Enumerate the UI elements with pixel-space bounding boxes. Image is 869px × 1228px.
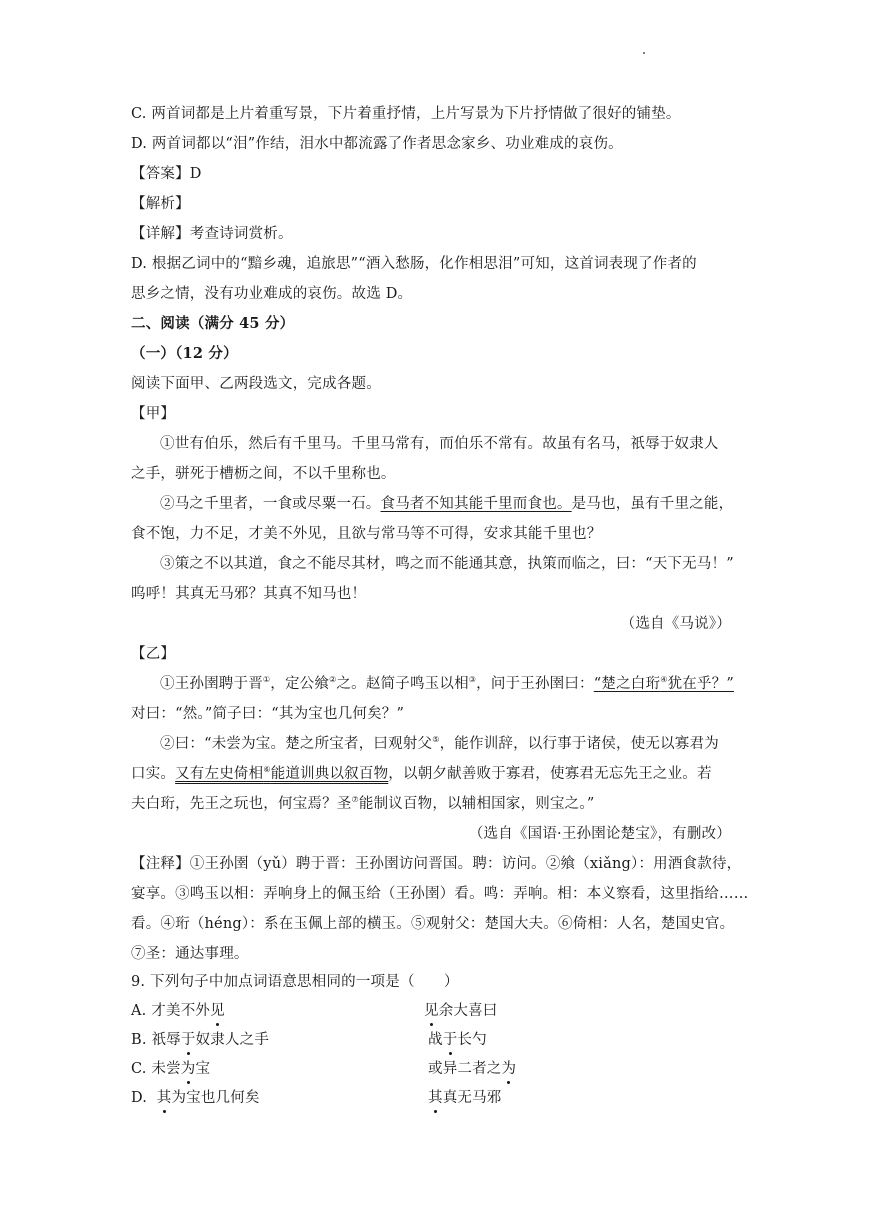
option-a-left[interactable]: A. 才美不外见 — [131, 1003, 225, 1019]
jia-p3-line-1: ③策之不以其道，食之不能尽其材，鸣之而不能通其意，执策而临之，曰：“天下无马！” — [160, 556, 734, 572]
question-9-stem: 9. 下列句子中加点词语意思相同的一项是（ ） — [131, 974, 459, 990]
yi-p2-line-1: ②曰：“未尝为宝。楚之所宝者，曰观射父⑤，能作训辞，以行事于诸侯，使无以寡君为 — [160, 735, 719, 752]
yi-p2-line-2: 口实。又有左史倚相⑥能道训典以叙百物，以朝夕献善败于寡君，使寡君无忘先王之业。若 — [131, 765, 712, 782]
dotted-word: 见 — [424, 1003, 439, 1019]
yi-p1-line-1: ①王孙圉聘于晋①，定公飨②之。赵简子鸣玉以相③，问于王孙圉曰：“楚之白珩④犹在乎？” — [160, 675, 734, 692]
prev-option-d: D. 两首词都以“泪”作结，泪水中都流露了作者思念家乡、功业难成的哀伤。 — [131, 136, 623, 152]
option-c-right: 或异二者之为 — [428, 1061, 517, 1077]
answer-line: 【答案】D — [131, 166, 202, 182]
page-dot-mark — [643, 52, 645, 54]
reading-instruction: 阅读下面甲、乙两段选文，完成各题。 — [131, 376, 381, 392]
notes-line-3: 看。④珩（héng）：系在玉佩上部的横玉。⑤观射父：楚国大夫。⑥倚相：人名，楚国史官。 — [131, 916, 735, 932]
passage-yi-heading: 【乙】 — [131, 646, 176, 662]
option-b-left[interactable]: B. 祇辱于奴隶人之手 — [131, 1032, 270, 1048]
passage-jia-heading: 【甲】 — [131, 406, 176, 422]
dotted-word: 其 — [156, 1090, 172, 1106]
jia-p1-line-2: 之手，骈死于槽枥之间，不以千里称也。 — [131, 466, 396, 482]
part-heading: （一）（12 分） — [131, 345, 238, 362]
dotted-word: 于 — [180, 1032, 196, 1048]
option-d-left[interactable]: D. 其为宝也几何矣 — [131, 1090, 260, 1106]
jia-p2-line-2: 食不饱，力不足，才美不外见，且欲与常马等不可得，安求其能千里也？ — [131, 526, 602, 542]
option-b-right: 战于长勺 — [428, 1032, 487, 1048]
jia-source: （选自《马说》） — [620, 616, 731, 632]
yi-source: （选自《国语·王孙圉论楚宝》，有删改） — [468, 826, 731, 842]
explanation-line-2: 思乡之情，没有功业难成的哀伤。故选 D。 — [131, 286, 413, 302]
jia-p3-line-2: 呜呼！其真无马邪？其真不知马也！ — [131, 586, 367, 602]
dotted-word: 于 — [442, 1032, 458, 1048]
option-c-left[interactable]: C. 未尝为宝 — [131, 1061, 211, 1077]
section-heading: 二、阅读（满分 45 分） — [131, 315, 295, 332]
dotted-word: 其 — [428, 1090, 443, 1106]
double-underlined-sentence: 又有左史倚相⑥能道训典以叙百物 — [175, 765, 389, 782]
jia-p2-line-1: ②马之千里者，一食或尽粟一石。食马者不知其能千里而食也。是马也，虽有千里之能， — [160, 496, 734, 512]
jia-p1-line-1: ①世有伯乐，然后有千里马。千里马常有，而伯乐不常有。故虽有名马，祇辱于奴隶人 — [160, 436, 719, 452]
option-d-right: 其真无马邪 — [428, 1090, 502, 1106]
notes-line-2: 宴享。③鸣玉以相：弄响身上的佩玉给（王孙圉）看。鸣：弄响。相：本义察看，这里指给…… — [131, 886, 749, 902]
dotted-word: 见 — [210, 1003, 225, 1019]
notes-line-4: ⑦圣：通达事理。 — [131, 946, 249, 962]
dotted-word: 为 — [180, 1061, 196, 1077]
yi-p1-line-2: 对曰：“然。”简子曰：“其为宝也几何矣？” — [131, 706, 405, 722]
option-a-right: 见余大喜曰 — [424, 1003, 498, 1019]
underlined-sentence: 食马者不知其能千里而食也。 — [380, 496, 572, 512]
detail-line: 【详解】考查诗词赏析。 — [131, 226, 293, 242]
analysis-heading: 【解析】 — [131, 196, 190, 212]
underlined-sentence: “楚之白珩④犹在乎？” — [593, 675, 734, 692]
prev-option-c: C. 两首词都是上片着重写景，下片着重抒情，上片写景为下片抒情做了很好的铺垫。 — [131, 106, 681, 122]
dotted-word: 为 — [501, 1061, 517, 1077]
notes-line-1: 【注释】①王孙圉（yǔ）聘于晋：王孙圉访问晋国。聘：访问。②飨（xiǎng）：用酒食款待， — [131, 856, 742, 872]
explanation-line-1: D. 根据乙词中的“黯乡魂，追旅思”“酒入愁肠，化作相思泪”可知，这首词表现了作者的 — [131, 256, 697, 272]
yi-p2-line-3: 夫白珩，先王之玩也，何宝焉？圣⑦能制议百物，以辅相国家，则宝之。” — [131, 795, 595, 812]
